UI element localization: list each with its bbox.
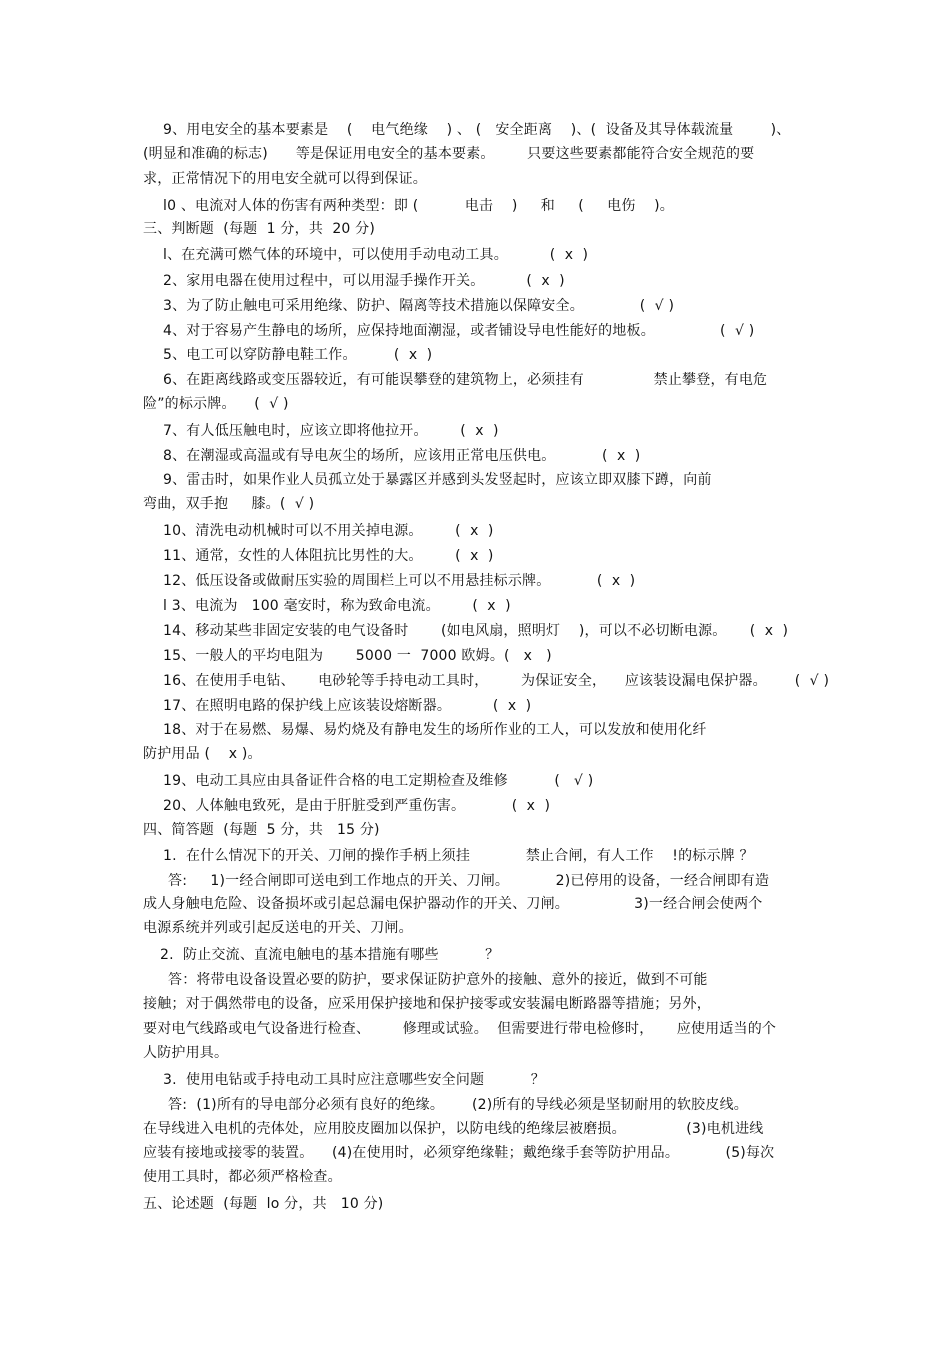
tf-item-17: 17、在照明电路的保护线上应该装设熔断器。 ( x )	[163, 698, 532, 714]
tf-item-4: 4、对于容易产生静电的场所，应保持地面潮湿，或者铺设导电性能好的地板。 ( √ )	[163, 323, 755, 339]
sa-a1-line-2: 成人身触电危险、设备损坏或引起总漏电保护器动作的开关、刀闸。 3)一经合闸会使两个	[143, 896, 763, 912]
tf-item-11: 11、通常，女性的人体阻抗比男性的大。 ( x )	[163, 548, 494, 564]
sa-a2-line-1: 答：将带电设备设置必要的防护，要求保证防护意外的接触、意外的接近，做到不可能	[168, 972, 708, 988]
tf-item-1: l、在充满可燃气体的环境中，可以使用手动电动工具。 ( x )	[163, 247, 589, 263]
tf-item-2: 2、家用电器在使用过程中，可以用湿手操作开关。 ( x )	[163, 273, 565, 289]
tf-item-16: 16、在使用手电钻、 电砂轮等手持电动工具时， 为保证安全， 应该装设漏电保护器。 ( √ )	[163, 673, 830, 689]
tf-item-6-line-1: 6、在距离线路或变压器较近，有可能误攀登的建筑物上，必须挂有 禁止攀登，有电危	[163, 372, 768, 388]
sa-a3-line-4: 使用工具时，都必须严格检查。	[143, 1169, 342, 1185]
tf-item-10: 10、清洗电动机械时可以不用关掉电源。 ( x )	[163, 523, 494, 539]
tf-item-6-line-2: 险”的标示牌。 ( √ )	[143, 396, 289, 412]
sa-a2-line-3: 要对电气线路或电气设备进行检查、 修理或试验。 但需要进行带电检修时， 应使用适当的个	[143, 1021, 777, 1037]
q9-line-2: (明显和准确的标志) 等是保证用电安全的基本要素。 只要这些要素都能符合安全规范的要	[143, 146, 755, 162]
tf-item-12: 12、低压设备或做耐压实验的周围栏上可以不用悬挂标示牌。 ( x )	[163, 573, 636, 589]
q9-line-3: 求，正常情况下的用电安全就可以得到保证。	[143, 171, 427, 187]
tf-item-14: 14、移动某些非固定安装的电气设备时 (如电风扇，照明灯 )，可以不必切断电源。 ( x )	[163, 623, 789, 639]
tf-item-9-line-1: 9、雷击时，如果作业人员孤立处于暴露区并感到头发竖起时，应该立即双膝下蹲，向前	[163, 472, 712, 488]
sa-a2-line-2: 接触；对于偶然带电的设备，应采用保护接地和保护接零或安装漏电断路器等措施；另外，	[143, 996, 711, 1012]
tf-item-7: 7、有人低压触电时，应该立即将他拉开。 ( x )	[163, 423, 499, 439]
section-3-heading: 三、判断题 (每题 1 分，共 20 分)	[143, 221, 376, 237]
sa-a1-line-1: 答: 1)一经合闸即可送电到工作地点的开关、刀闸。 2)已停用的设备，一经合闸即有造	[168, 873, 770, 889]
tf-item-20: 20、人体触电致死，是由于肝脏受到严重伤害。 ( x )	[163, 798, 551, 814]
sa-a2-line-4: 人防护用具。	[143, 1045, 229, 1061]
tf-item-15: 15、一般人的平均电阻为 5000 一 7000 欧姆。( x )	[163, 648, 552, 664]
sa-a3-line-2: 在导线进入电机的壳体处，应用胶皮圈加以保护，以防电线的绝缘层被磨损。 (3)电机进线	[143, 1121, 764, 1137]
sa-q2: 2. 防止交流、直流电触电的基本措施有哪些 ？	[160, 947, 500, 963]
sa-q3: 3. 使用电钻或手持电动工具时应注意哪些安全问题 ？	[163, 1072, 545, 1088]
tf-item-9-line-2: 弯曲，双手抱 膝。( √ )	[143, 496, 315, 512]
q10-line: l0 、电流对人体的伤害有两种类型：即 ( 电击 ) 和 ( 电伤 )。	[163, 198, 674, 214]
tf-item-5: 5、电工可以穿防静电鞋工作。 ( x )	[163, 347, 433, 363]
sa-q1: 1. 在什么情况下的开关、刀闸的操作手柄上须挂 禁止合闸，有人工作 !的标示牌 ？	[163, 848, 754, 864]
section-5-heading: 五、论述题 (每题 lo 分，共 10 分)	[143, 1196, 384, 1212]
sa-a3-line-3: 应装有接地或接零的装置。 (4)在使用时，必须穿绝缘鞋；戴绝缘手套等防护用品。 (5)每次	[143, 1145, 775, 1161]
tf-item-18-line-1: 18、对于在易燃、易爆、易灼烧及有静电发生的场所作业的工人，可以发放和使用化纤	[163, 722, 707, 738]
sa-a1-line-3: 电源系统并列或引起反送电的开关、刀闸。	[143, 920, 413, 936]
tf-item-13: l 3、电流为 100 毫安时，称为致命电流。 ( x )	[163, 598, 511, 614]
tf-item-3: 3、为了防止触电可采用绝缘、防护、隔离等技术措施以保障安全。 ( √ )	[163, 298, 675, 314]
section-4-heading: 四、简答题 (每题 5 分，共 15 分)	[143, 822, 380, 838]
sa-a3-line-1: 答: (1)所有的导电部分必须有良好的绝缘。 (2)所有的导线必须是坚韧耐用的软胶皮线。	[168, 1097, 748, 1113]
tf-item-18-line-2: 防护用品 ( x )。	[143, 746, 262, 762]
tf-item-19: 19、电动工具应由具备证件合格的电工定期检查及维修 ( √ )	[163, 773, 594, 789]
q9-line-1: 9、用电安全的基本要素是 ( 电气绝缘 ) 、 ( 安全距离 )、( 设备及其导体载流量 )、	[163, 122, 791, 138]
tf-item-8: 8、在潮湿或高温或有导电灰尘的场所，应该用正常电压供电。 ( x )	[163, 448, 641, 464]
